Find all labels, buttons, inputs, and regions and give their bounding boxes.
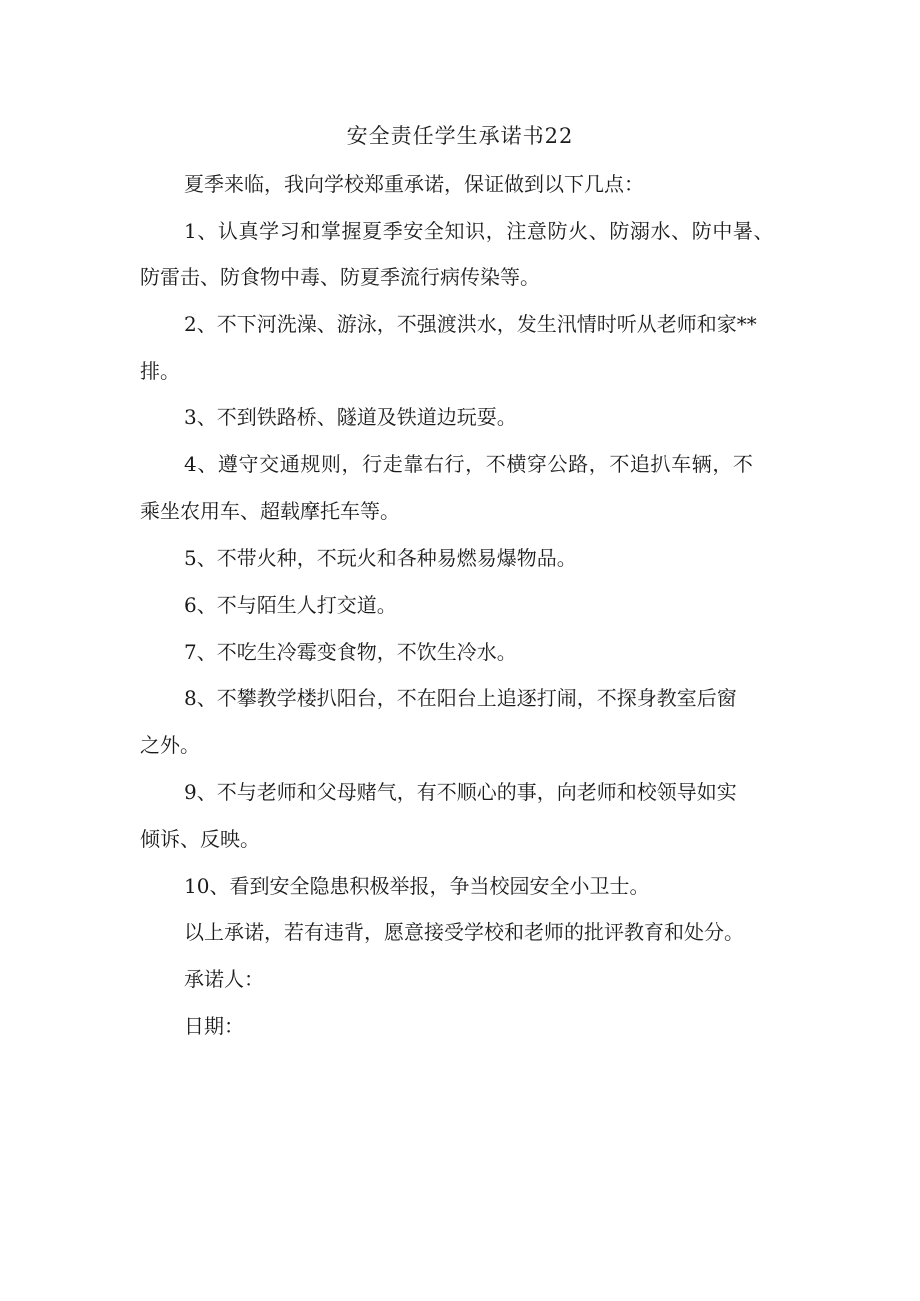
item-8-line-2: 之外。 bbox=[140, 733, 200, 757]
document-title: 安全责任学生承诺书22 bbox=[346, 124, 574, 148]
item-8-line-1: 8、不攀教学楼扒阳台，不在阳台上追逐打闹，不探身教室后窗 bbox=[184, 686, 737, 710]
closing-statement: 以上承诺，若有违背，愿意接受学校和老师的批评教育和处分。 bbox=[184, 920, 744, 944]
item-4-line-2: 乘坐农用车、超载摩托车等。 bbox=[140, 499, 400, 523]
item-3: 3、不到铁路桥、隧道及铁道边玩耍。 bbox=[184, 405, 517, 429]
item-1-line-1: 1、认真学习和掌握夏季安全知识，注意防火、防溺水、防中暑、 bbox=[184, 219, 775, 243]
item-9-line-1: 9、不与老师和父母赌气，有不顺心的事，向老师和校领导如实 bbox=[184, 780, 737, 804]
item-1-line-2: 防雷击、防食物中毒、防夏季流行病传染等。 bbox=[140, 265, 540, 289]
intro-paragraph: 夏季来临，我向学校郑重承诺，保证做到以下几点： bbox=[184, 172, 644, 196]
item-2-line-2: 排。 bbox=[140, 359, 180, 383]
signer-label: 承诺人： bbox=[184, 967, 264, 991]
item-4-line-1: 4、遵守交通规则，行走靠右行，不横穿公路，不追扒车辆，不 bbox=[184, 452, 754, 476]
date-label: 日期： bbox=[184, 1014, 244, 1038]
item-9-line-2: 倾诉、反映。 bbox=[140, 827, 260, 851]
item-7: 7、不吃生冷霉变食物，不饮生冷水。 bbox=[184, 640, 517, 664]
item-2-line-1: 2、不下河洗澡、游泳，不强渡洪水，发生汛情时听从老师和家** bbox=[184, 312, 757, 336]
item-10: 10、看到安全隐患积极举报，争当校园安全小卫士。 bbox=[184, 874, 650, 898]
item-6: 6、不与陌生人打交道。 bbox=[184, 593, 397, 617]
item-5: 5、不带火种，不玩火和各种易燃易爆物品。 bbox=[184, 546, 577, 570]
